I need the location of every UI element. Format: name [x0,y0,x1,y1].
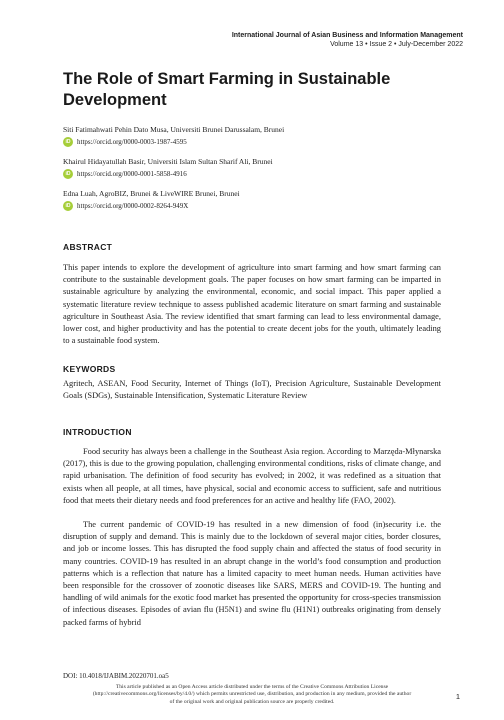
orcid-link[interactable]: https://orcid.org/0000-0001-5858-4916 [77,170,187,178]
page-number: 1 [455,692,460,701]
doi: DOI: 10.4018/IJABIM.20220701.oa5 [63,672,169,680]
intro-paragraph-1: Food security has always been a challenge in the Southeast Asia region. According to Marzęda-Młynarska (2017), this is due to the growing population, challenging environmental conditions, risks of climate change, and rapid urbanisation. The definition of food security has evolved; in 2002, it was redefined as a situation that exists when all people, at all times, have physical, social and economic access to sufficient, safe and nutritious food that meets their dietary needs and food preferences for an active and healthy life (FAO, 2002). [63,447,441,505]
author-list [63,124,443,220]
orcid-link[interactable]: https://orcid.org/0000-0002-8264-949X [77,202,189,210]
paper-title: The Role of Smart Farming in Sustainable Development [63,70,391,109]
abstract-text: This paper intends to explore the development of agriculture into smart farming and how smart farming can contribute to the sustainable development goals. The paper focuses on how smart farming can be imparted in sustainable agriculture by analyzing the environmental, economic, and social impact. This paper applied a systematic literature review technique to assess published academic literature on smart farming and sustainable agriculture in Southeast Asia. The review identified that smart farming can lead to less environmental damage, lower cost, and higher productivity and has the potential to create decent jobs for the youth, ultimately leading to a sustainable food system. [63,263,441,346]
introduction-heading: INTRODUCTION [63,427,132,437]
author-name: Edna Luah, AgroBIZ, Brunei & LiveWIRE Brunei, Brunei [63,189,240,198]
license-notice: This article published as an Open Access article distributed under the terms of the Creative Commons Attribution License (http://creativecommons.org/licenses/by/4.0/) which permits unrestricted use, distribution, and production in any medium, provided the author of the original work and original publication source are properly credited. [92,684,412,705]
intro-paragraph-2: The current pandemic of COVID-19 has resulted in a new dimension of food (in)security i.e. the disruption of supply and demand. This is mainly due to the lockdown of several major cities, border closures, and job or income losses. This has disrupted the food supply chain and affected the status of food security in many countries. COVID-19 has resulted in an abrupt change in the world’s food consumption and production patterns which is a reflection that nature has a limited capacity to meet human needs. Human activities have been responsible for the crossover of zoonotic diseases like SARS, MERS and COVID-19. The hunting and handling of wild animals for the exotic food market has presented the opportunity for cross-species transmission of infectious diseases. Episodes of avian flu (H5N1) and swine flu (H1N1) outbreaks originating from densely packed farms of hybrid [63,520,441,627]
author-name: Khairul Hidayatullah Basir, Universiti Islam Sultan Sharif Ali, Brunei [63,157,273,166]
author-3 [63,188,443,211]
orcid-link[interactable]: https://orcid.org/0000-0003-1987-4595 [77,138,187,146]
journal-volume: Volume 13 • Issue 2 • July-December 2022 [330,41,463,48]
author-2 [63,156,443,179]
journal-name: International Journal of Asian Business and Information Management [231,32,463,39]
orcid-icon: iD [63,201,73,211]
orcid-icon: iD [63,137,73,147]
orcid-icon: iD [63,169,73,179]
author-1 [63,124,443,147]
author-name: Siti Fatimahwati Pehin Dato Musa, Universiti Brunei Darussalam, Brunei [63,125,285,134]
journal-header [232,32,463,48]
abstract-heading: ABSTRACT [63,242,113,252]
keywords-heading: KEYWORDS [63,364,116,374]
keywords-text: Agritech, ASEAN, Food Security, Internet of Things (IoT), Precision Agriculture, Sustainable Development Goals (SDGs), Sustainable Intensification, Systematic Literature Review [63,379,441,401]
